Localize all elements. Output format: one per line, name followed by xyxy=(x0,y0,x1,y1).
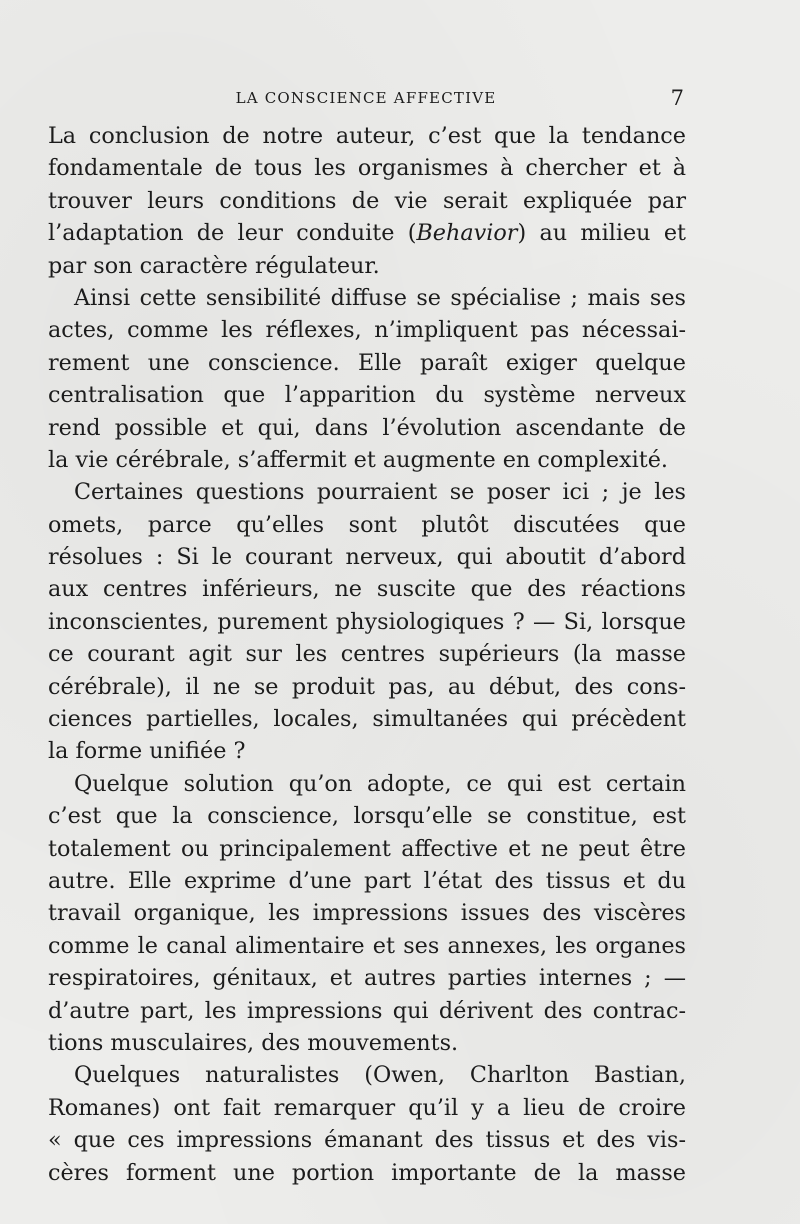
text-line: la forme unifiée ? xyxy=(48,738,246,765)
running-title: LA CONSCIENCE AFFECTIVE xyxy=(235,89,497,107)
paragraph-4 xyxy=(48,768,686,1060)
body-text xyxy=(48,120,686,1189)
text-line: la vie cérébrale, s’affermit et augmente en complexité. xyxy=(48,446,668,473)
page-number: 7 xyxy=(670,86,684,110)
text-line: Romanes) ont fait remarquer qu’il y a lieu de croire xyxy=(48,1094,686,1121)
text-line: centralisation que l’apparition du système nerveux xyxy=(48,382,686,409)
text-line: La conclusion de notre auteur, c’est que la tendance xyxy=(48,123,686,149)
text-line: fondamentale de tous les organismes à chercher et à xyxy=(48,155,686,182)
paragraph-5 xyxy=(48,1059,686,1189)
text-line: trouver leurs conditions de vie serait expliquée par xyxy=(48,187,686,214)
text-line: aux centres inférieurs, ne suscite que des réactions xyxy=(48,576,686,603)
text-line: autre. Elle exprime d’une part l’état des tissus et du xyxy=(48,867,686,894)
text-line: cères forment une portion importante de la masse xyxy=(48,1159,686,1186)
text-line: « que ces impressions émanant des tissus et des vis- xyxy=(48,1127,686,1154)
running-header xyxy=(48,86,684,110)
text-line: omets, parce qu’elles sont plutôt discutées que xyxy=(48,511,686,538)
text-line: par son caractère régulateur. xyxy=(48,252,380,279)
text-line: comme le canal alimentaire et ses annexes, les organes xyxy=(48,932,686,959)
text-line: cérébrale), il ne se produit pas, au début, des cons- xyxy=(48,673,686,700)
text-line: rement une conscience. Elle paraît exiger quelque xyxy=(48,349,686,376)
paragraph-1 xyxy=(48,120,686,282)
text-line: actes, comme les réflexes, n’impliquent pas nécessai- xyxy=(48,317,686,344)
text-line: Quelques naturalistes (Owen, Charlton Bastian, xyxy=(74,1062,686,1089)
text-line: Quelque solution qu’on adopte, ce qui est certain xyxy=(74,770,686,797)
text-line: ciences partielles, locales, simultanées qui précèdent xyxy=(48,706,686,733)
text-line: ce courant agit sur les centres supérieurs (la masse xyxy=(48,641,686,668)
text-line: tions musculaires, des mouvements. xyxy=(48,1029,459,1056)
text-line: résolues : Si le courant nerveux, qui aboutit d’abord xyxy=(48,544,686,571)
text-line: inconscientes, purement physiologiques ? — Si, lorsque xyxy=(48,608,686,635)
text-line: Certaines questions pourraient se poser ici ; je les xyxy=(74,479,686,506)
text-line: travail organique, les impressions issues des viscères xyxy=(48,900,686,927)
text-line: d’autre part, les impressions qui dérivent des contrac- xyxy=(48,997,686,1024)
paragraph-2 xyxy=(48,282,686,476)
text-line: Ainsi cette sensibilité diffuse se spécialise ; mais ses xyxy=(74,284,686,311)
text-line: rend possible et qui, dans l’évolution ascendante de xyxy=(48,414,686,441)
text-line: respiratoires, génitaux, et autres parties internes ; — xyxy=(48,965,686,992)
text-line: c’est que la conscience, lorsqu’elle se constitue, est xyxy=(48,803,686,830)
paragraph-3 xyxy=(48,476,686,768)
text-line: l’adaptation de leur conduite (Behavior) au milieu et xyxy=(48,220,686,247)
text-line: totalement ou principalement affective et ne peut être xyxy=(48,835,686,862)
